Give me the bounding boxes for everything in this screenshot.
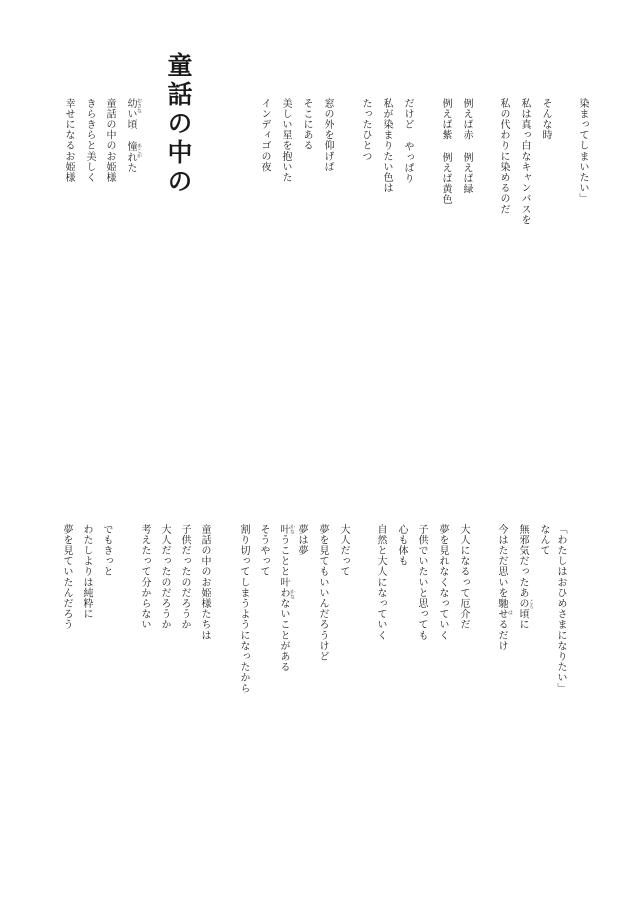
verse-line: 童話の中のお姫様	[104, 98, 115, 183]
verse-line: なんて	[538, 524, 549, 556]
verse-line: 割り切ってしまうようになったから	[238, 524, 249, 694]
ruby-koro: ころ	[528, 599, 534, 609]
verse-line: 夢を見ていたんだろう	[61, 524, 72, 630]
verse-line: わたしよりは純粋に	[81, 524, 92, 620]
verse-line: 大人になるって厄介だ	[458, 524, 469, 630]
verse-line: 自然と大人になっていく	[375, 524, 386, 641]
verse-line: インディゴの夜	[259, 98, 270, 173]
verse-line: 子供だったのだろうか	[179, 524, 190, 630]
verse-line: 叶うことと叶わないことがある	[278, 524, 289, 673]
ruby-hase: は	[507, 610, 513, 615]
verse-line: 大人だって	[338, 524, 349, 577]
verse-line: 例えば紫 例えば黄色	[440, 98, 451, 205]
verse-line: 大人だったのだろうか	[159, 524, 170, 630]
verse-line: 幼い頃 憧れた	[125, 98, 136, 174]
verse-line: だけど やっぱり	[402, 98, 413, 184]
verse-line: 私が染まりたい色は	[381, 98, 392, 194]
verse-line: たったひとつ	[360, 98, 371, 162]
verse-line: 染まってしまいたい」	[577, 98, 588, 204]
verse-line: でもきっと	[101, 524, 112, 577]
verse-line: 「わたしはおひめさまになりたい」	[555, 524, 566, 694]
ruby-akogare: あこが	[136, 143, 142, 158]
verse-line: そうやって	[258, 524, 269, 577]
verse-line: きらきらと美しく	[84, 98, 95, 183]
verse-line: 私の代わりに染めるのだ	[498, 98, 509, 215]
verse-line: 美しい星を抱いた	[280, 98, 291, 183]
verse-line: そこにある	[301, 98, 312, 151]
verse-line: 子供でいたいと思っても	[416, 524, 427, 641]
verse-line: 例えば赤 例えば緑	[461, 98, 472, 195]
verse-line: 今はただ思いを馳せるだけ	[496, 524, 507, 652]
verse-line: 童話の中のお姫様たちは	[199, 524, 210, 641]
ruby-kana-2: かな	[289, 589, 295, 599]
verse-line: そんな時	[540, 98, 551, 141]
verse-line: 夢は夢	[296, 524, 307, 556]
verse-line: 幸せになるお姫様	[63, 98, 74, 183]
poem-title: 童話の中の	[164, 52, 193, 197]
verse-line: 無邪気だったあの頃に	[517, 524, 528, 630]
verse-line: 夢を見てもいいんだろうけど	[317, 524, 328, 662]
verse-line: 窓の外を仰げば	[322, 98, 333, 173]
verse-line: 夢を見れなくなっていく	[437, 524, 448, 641]
verse-line: 私は真っ白なキャンバスを	[519, 98, 530, 226]
verse-line: 考えたって分からない	[139, 524, 150, 630]
verse-line: 心も体も	[396, 524, 407, 567]
ruby-osanai: おさな	[136, 98, 142, 113]
ruby-kana-1: かな	[289, 524, 295, 534]
